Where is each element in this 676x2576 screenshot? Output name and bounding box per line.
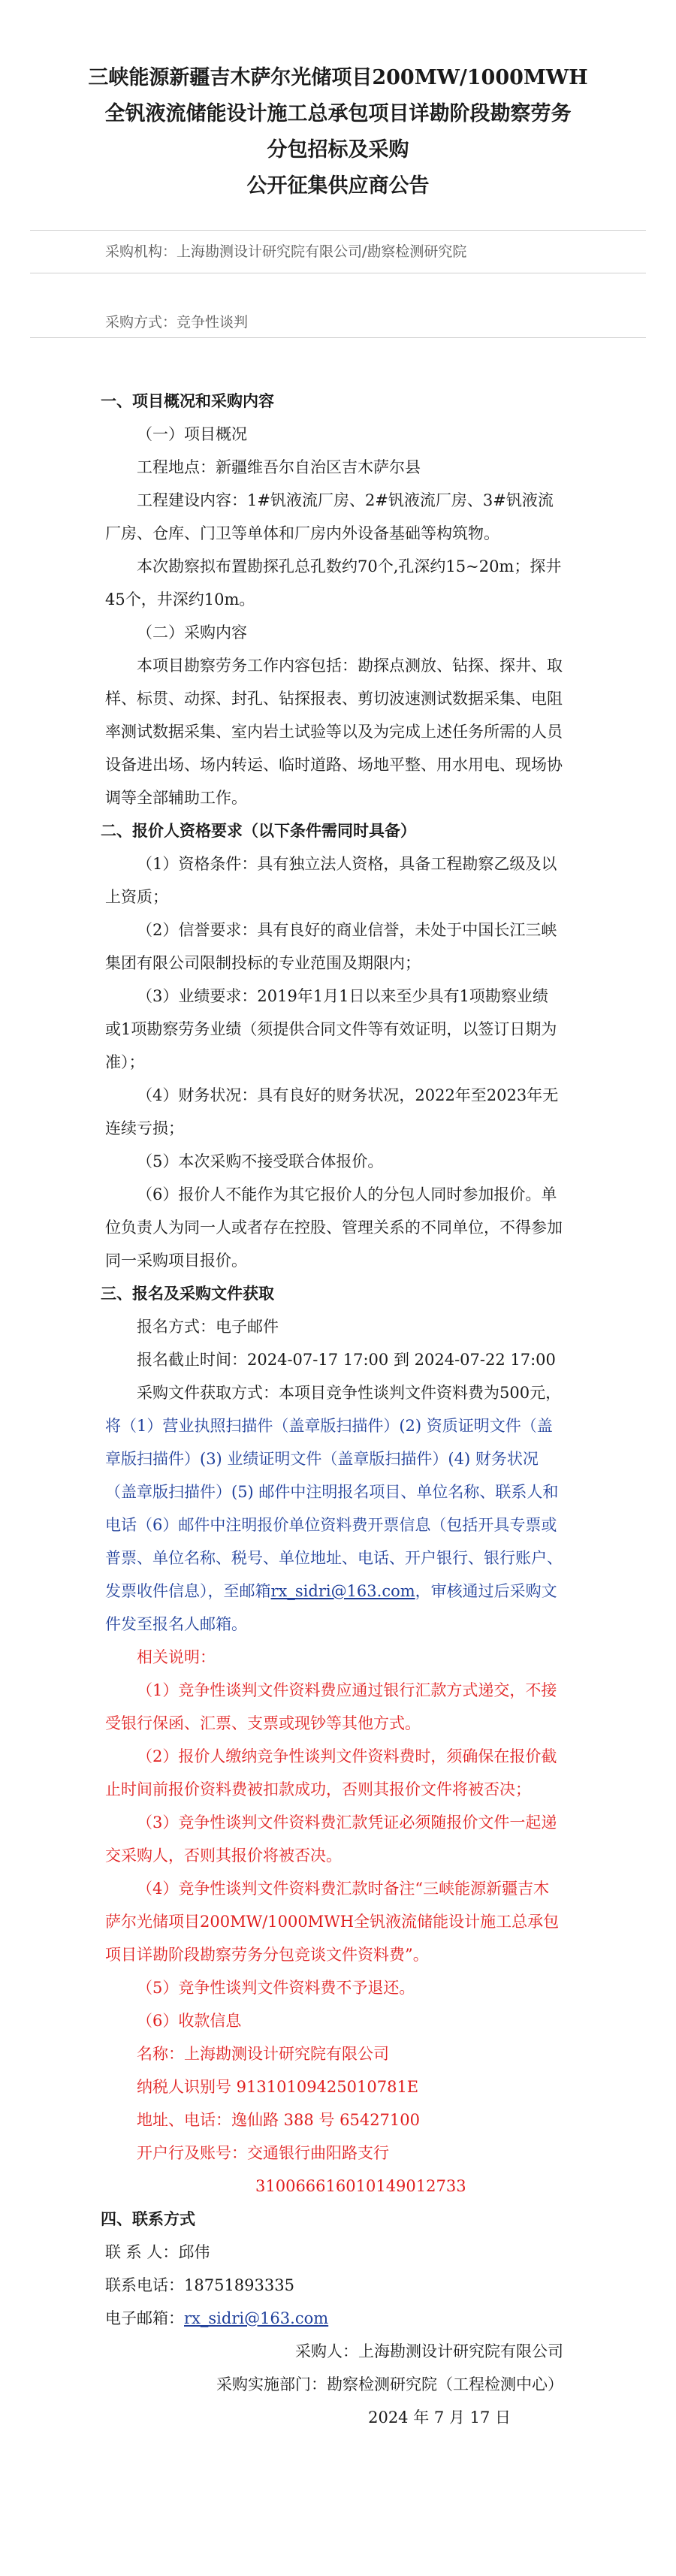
contact-person: 联 系 人：邱伟	[105, 2243, 210, 2261]
buyer-line: 采购机构：上海勘测设计研究院有限公司/勘察检测研究院	[105, 243, 467, 260]
fee-intro: 采购文件获取方式：本项目竞争性谈判文件资料费为500元，	[137, 1384, 562, 1402]
qualification-item: （6）报价人不能作为其它报价人的分包人同时参加报价。单位负责人为同一人或者存在控股、管理关系的不同单位，不得参加同一采购项目报价。	[105, 1185, 563, 1270]
notice-title	[0, 0, 676, 204]
section-2-heading: 二、报价人资格要求（以下条件需同时具备）	[101, 822, 416, 840]
contact-email-label: 电子邮箱：	[105, 2309, 184, 2327]
fee-tail: ，审核通过后采购文件发至报名人邮箱。	[105, 1582, 557, 1633]
title-line-2: 全钒液流储能设计施工总承包项目详勘阶段勘察劳务	[104, 102, 572, 125]
method-line: 采购方式：竞争性谈判	[105, 314, 249, 331]
footer-date: 2024 年 7 月 17 日	[368, 2408, 511, 2427]
notes-title: 相关说明：	[137, 1648, 216, 1666]
note-item: （1）竞争性谈判文件资料费应通过银行汇款方式递交，不接受银行保函、汇票、支票或现钞等其他方式。	[105, 1681, 557, 1732]
document-fee-paragraph	[105, 1376, 563, 1641]
notice-body	[0, 338, 676, 2434]
section-1-heading: 一、项目概况和采购内容	[101, 392, 274, 410]
section-4-heading: 四、联系方式	[101, 2210, 195, 2228]
subsection-overview: （一）项目概况	[137, 425, 247, 443]
title-line-3: 分包招标及采购	[267, 138, 409, 162]
contact-email-link[interactable]: rx_sidri@163.com	[184, 2309, 329, 2327]
project-content: 工程建设内容：1#钒液流厂房、2#钒液流厂房、3#钒液流厂房、仓库、门卫等单体和厂房内外设备基础等构筑物。	[105, 491, 554, 542]
payee-address: 地址、电话：逸仙路 388 号 65427100	[137, 2111, 420, 2129]
work-scope: 本项目勘察劳务工作内容包括：勘探点测放、钻探、探井、取样、标贯、动探、封孔、钻探报表、剪切波速测试数据采集、电阻率测试数据采集、室内岩土试验等以及为完成上述任务所需的人员设备进出场、场内转运、临时道路、场地平整、用水用电、现场协调等全部辅助工作。	[105, 657, 563, 807]
section-3-heading: 三、报名及采购文件获取	[101, 1285, 274, 1303]
qualification-item: （2）信誉要求：具有良好的商业信誉，未处于中国长江三峡集团有限公司限制投标的专业范围及期限内；	[105, 921, 557, 972]
payee-name: 名称：上海勘测设计研究院有限公司	[137, 2045, 389, 2063]
footer-department: 采购实施部门：勘察检测研究院（工程检测中心）	[216, 2375, 563, 2393]
subsection-scope: （二）采购内容	[137, 624, 247, 642]
payee-account: 310066616010149012733	[255, 2177, 466, 2195]
footer-buyer: 采购人：上海勘测设计研究院有限公司	[295, 2342, 563, 2360]
payee-tax-id: 纳税人识别号 91310109425010781E	[137, 2078, 419, 2096]
fee-instructions: 将（1）营业执照扫描件（盖章版扫描件）(2) 资质证明文件（盖章版扫描件）(3) 业绩证明文件（盖章版扫描件）(4) 财务状况（盖章版扫描件）(5) 邮件中注明报名项目、单位名称、联系人和电话（6）邮件中注明报价单位资料费开票信息（包括开具专票或普票、单位名称、税号、单位地址、电话、开户银行、银行账户、发票收件信息），至邮箱	[105, 1417, 563, 1600]
signup-email-link[interactable]: rx_sidri@163.com	[270, 1582, 415, 1600]
note-item: （6）收款信息	[137, 2012, 242, 2030]
title-line-4: 公开征集供应商公告	[246, 174, 430, 198]
contact-phone: 联系电话：18751893335	[105, 2276, 294, 2294]
qualification-item: （1）资格条件：具有独立法人资格，具备工程勘察乙级及以上资质；	[105, 855, 557, 906]
note-item: （5）竞争性谈判文件资料费不予退还。	[137, 1979, 415, 1997]
signup-method: 报名方式：电子邮件	[137, 1318, 279, 1336]
note-item: （3）竞争性谈判文件资料费汇款凭证必须随报价文件一起递交采购人，否则其报价将被否决。	[105, 1813, 557, 1865]
qualification-item: （5）本次采购不接受联合体报价。	[137, 1152, 384, 1170]
note-item: （2）报价人缴纳竞争性谈判文件资料费时，须确保在报价截止时间前报价资料费被扣款成功，否则其报价文件将被否决；	[105, 1747, 557, 1798]
qualification-item: （3）业绩要求：2019年1月1日以来至少具有1项勘察业绩或1项勘察劳务业绩（须提供合同文件等有效证明，以签订日期为准）；	[105, 987, 557, 1071]
signup-deadline: 报名截止时间：2024-07-17 17:00 到 2024-07-22 17:00	[137, 1351, 556, 1369]
survey-plan: 本次勘察拟布置勘探孔总孔数约70个,孔深约15~20m；探井45个，井深约10m。	[105, 557, 562, 609]
payee-bank: 开户行及账号：交通银行曲阳路支行	[137, 2144, 389, 2162]
title-line-1: 三峡能源新疆吉木萨尔光储项目200MW/1000MWH	[88, 66, 588, 89]
contact-email-line	[105, 2302, 563, 2335]
qualification-item: （4）财务状况：具有良好的财务状况，2022年至2023年无连续亏损；	[105, 1086, 559, 1137]
note-item: （4）竞争性谈判文件资料费汇款时备注“三峡能源新疆吉木萨尔光储项目200MW/1000MWH全钒液流储能设计施工总承包项目详勘阶段勘察劳务分包竞谈文件资料费”。	[105, 1880, 560, 1964]
project-location: 工程地点：新疆维吾尔自治区吉木萨尔县	[137, 458, 421, 476]
